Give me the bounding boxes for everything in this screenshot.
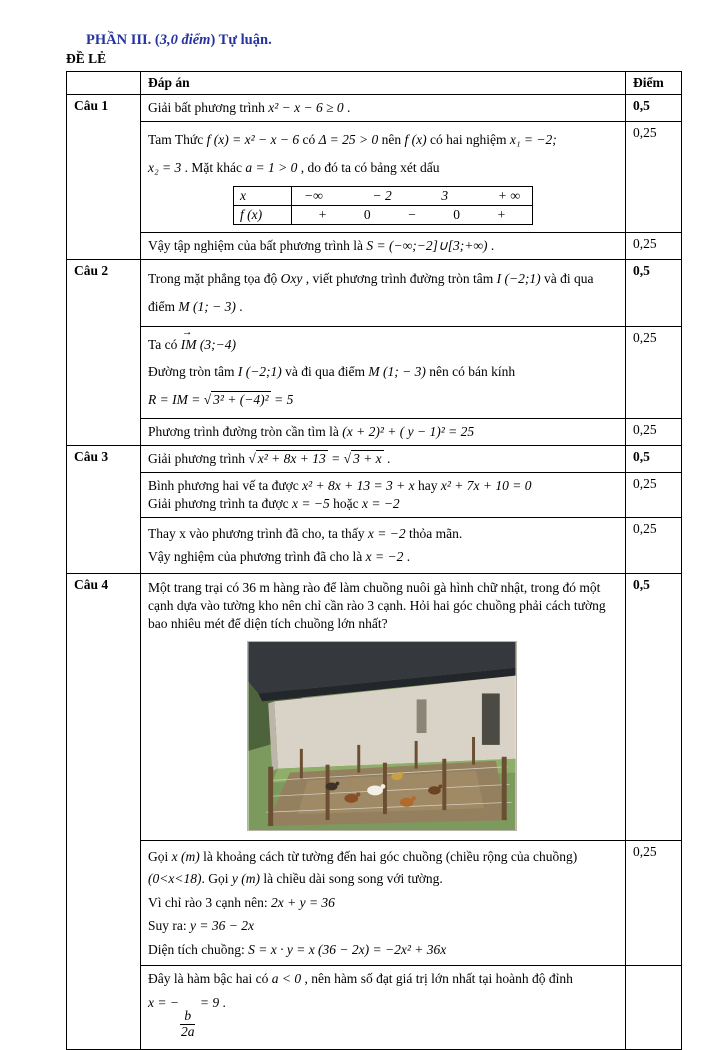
question-label-cau3: Câu 3 [67, 445, 141, 573]
header-points-col: Điểm [626, 72, 682, 95]
title-part: PHẦN III. ( [86, 32, 160, 48]
table-row [67, 418, 682, 445]
points-cell: 0,25 [626, 841, 682, 966]
points-cell: 0,5 [626, 260, 682, 326]
table-row [67, 233, 682, 260]
question-label-cau2: Câu 2 [67, 260, 141, 445]
answer-line: Giải bất phương trình x² − x − 6 ≥ 0 . [148, 100, 351, 115]
answer-line: Tam Thức f (x) = x² − x − 6 có Δ = 25 > 0 nên f (x) có hai nghiệm x₁ = −2; [148, 132, 557, 147]
answer-key-table [66, 71, 682, 1050]
answer-line: x = − $\frac{b}{2a}$ = 9 . [148, 995, 226, 1040]
answer-cell [141, 233, 626, 260]
answer-line: Ta có → IM (3;−4) [148, 332, 618, 358]
sign-chart-fx-row [234, 206, 533, 225]
answer-line: Giải phương trình √ x² + 8x + 13 = √ 3 + x . [148, 450, 391, 466]
answer-cell [141, 326, 626, 418]
table-row [67, 517, 682, 573]
table-row [67, 841, 682, 966]
points-cell: 0,25 [626, 517, 682, 573]
sign-chart-x-label: x [234, 187, 292, 206]
answer-line: Vì chỉ rào 3 cạnh nên: 2x + y = 36 [148, 894, 335, 910]
sign-chart-table [233, 186, 533, 225]
table-row [67, 260, 682, 326]
answer-cell [141, 472, 626, 517]
points-cell: 0,25 [626, 472, 682, 517]
photo-container [247, 641, 519, 831]
sign-chart-fx-values: + 0 − 0 + [292, 206, 533, 225]
points-cell: 0,25 [626, 122, 682, 233]
title-points: 3,0 điểm [159, 32, 211, 48]
header-answer-col: Đáp án [141, 72, 626, 95]
title-suffix: ) Tự luận. [210, 32, 272, 48]
answer-line: Suy ra: y = 36 − 2x [148, 918, 254, 934]
answer-line: Một trang trại có 36 m hàng rào để làm chuồng nuôi gà hình chữ nhật, trong đó một cạnh dựa vào tường kho nên chỉ cần rào 3 cạnh. Hỏi hai góc chuồng phải cách tường bao nhiêu mét để diện tích chuồng lớn nhất? [148, 579, 606, 632]
points-cell [626, 966, 682, 1050]
points-cell: 0,5 [626, 573, 682, 841]
answer-cell [141, 841, 626, 966]
table-row [67, 445, 682, 472]
answer-line: Diện tích chuồng: S = x · y = x (36 − 2x) = −2x² + 36x [148, 941, 447, 957]
points-cell: 0,25 [626, 326, 682, 418]
answer-cell [141, 966, 626, 1050]
question-label-cau1: Câu 1 [67, 95, 141, 260]
answer-line: Thay x vào phương trình đã cho, ta thấy x = −2 thỏa mãn. [148, 525, 463, 541]
points-cell: 0,5 [626, 445, 682, 472]
answer-cell [141, 122, 626, 233]
sign-chart-fx-label: f (x) [234, 206, 292, 225]
table-row [67, 95, 682, 122]
answer-line: Vậy tập nghiệm của bất phương trình là S = (−∞;−2]∪[3;+∞) . [148, 238, 495, 254]
answer-line: Vậy nghiệm của phương trình đã cho là x = −2 . [148, 549, 411, 565]
answer-cell [141, 95, 626, 122]
answer-line: Trong mặt phẳng tọa độ Oxy , viết phương trình đường tròn tâm I (−2;1) và đi qua điểm M (1; − 3) . [148, 271, 594, 314]
answer-cell [141, 573, 626, 841]
answer-cell [141, 517, 626, 573]
points-cell: 0,25 [626, 233, 682, 260]
sign-chart-x-row [234, 187, 533, 206]
points-cell: 0,5 [626, 95, 682, 122]
answer-line: Bình phương hai vế ta được x² + 8x + 13 = 3 + x hay x² + 7x + 10 = 0 [148, 477, 532, 493]
header-question-col [67, 72, 141, 95]
answer-cell [141, 260, 626, 326]
table-row [67, 122, 682, 233]
answer-line: x₂ = 3 . Mặt khác a = 1 > 0 , do đó ta có bảng xét dấu [148, 159, 440, 175]
answer-cell [141, 445, 626, 472]
question-label-cau4: Câu 4 [67, 573, 141, 1049]
table-row [67, 966, 682, 1050]
table-row [67, 472, 682, 517]
answer-line: Gọi x (m) là khoảng cách từ tường đến hai góc chuồng (chiều rộng của chuồng) (0<x<18). Gọi y (m) là chiều dài song song với tường. [148, 849, 578, 886]
answer-line: Đây là hàm bậc hai có a < 0 , nên hàm số đạt giá trị lớn nhất tại hoành độ đỉnh [148, 971, 573, 987]
answer-cell [141, 418, 626, 445]
table-row [67, 573, 682, 841]
page-title [86, 32, 684, 49]
sign-chart-x-values: −∞ − 2 3 + ∞ [292, 187, 533, 206]
answer-line: Giải phương trình ta được x = −5 hoặc x = −2 [148, 495, 400, 511]
answer-line: Phương trình đường tròn cần tìm là (x + 2)² + ( y − 1)² = 25 [148, 423, 475, 439]
points-cell: 0,25 [626, 418, 682, 445]
answer-line: R = IM = √ 3² + (−4)² = 5 [148, 391, 294, 407]
table-row [67, 326, 682, 418]
exam-version-label: ĐỀ LẺ [66, 51, 107, 66]
answer-line: Đường tròn tâm I (−2;1) và đi qua điểm M (1; − 3) nên có bán kính [148, 364, 516, 380]
table-header-row [67, 72, 682, 95]
chicken-coop-photo [247, 641, 517, 831]
